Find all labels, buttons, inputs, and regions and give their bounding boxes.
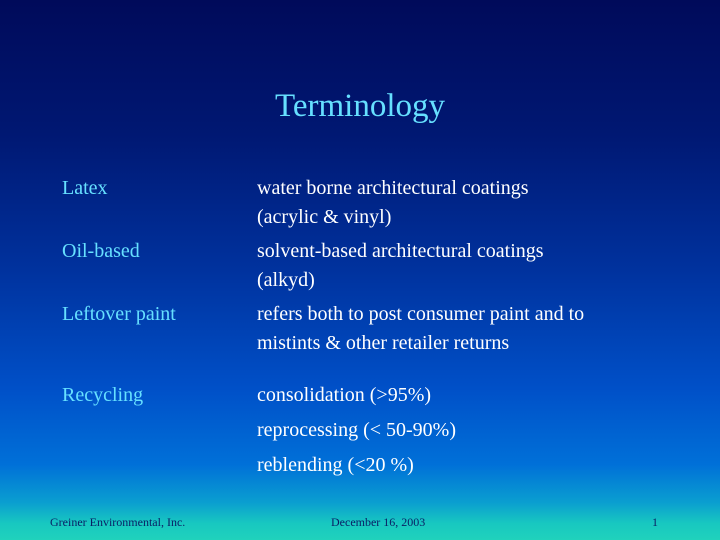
footer-company: Greiner Environmental, Inc. (50, 515, 186, 529)
definition-recycling-line-2: reprocessing (< 50-90%) (257, 419, 456, 441)
term-recycling: Recycling (62, 384, 144, 406)
term-latex: Latex (62, 177, 108, 199)
term-oil-based: Oil-based (62, 240, 140, 262)
footer-page-number: 1 (652, 515, 658, 529)
slide-title: Terminology (275, 88, 445, 124)
definition-leftover-paint-line-1: refers both to post consumer paint and to (257, 303, 585, 325)
definition-oil-based-line-2: (alkyd) (257, 269, 315, 291)
definition-latex-line-2: (acrylic & vinyl) (257, 206, 392, 228)
definition-recycling-line-3: reblending (<20 %) (257, 454, 414, 476)
definition-recycling-line-1: consolidation (>95%) (257, 384, 432, 406)
definition-latex-line-1: water borne architectural coatings (257, 177, 529, 199)
definition-oil-based-line-1: solvent-based architectural coatings (257, 240, 544, 262)
term-leftover-paint: Leftover paint (62, 303, 176, 325)
definition-leftover-paint-line-2: mistints & other retailer returns (257, 332, 510, 354)
footer-date: December 16, 2003 (331, 515, 426, 529)
